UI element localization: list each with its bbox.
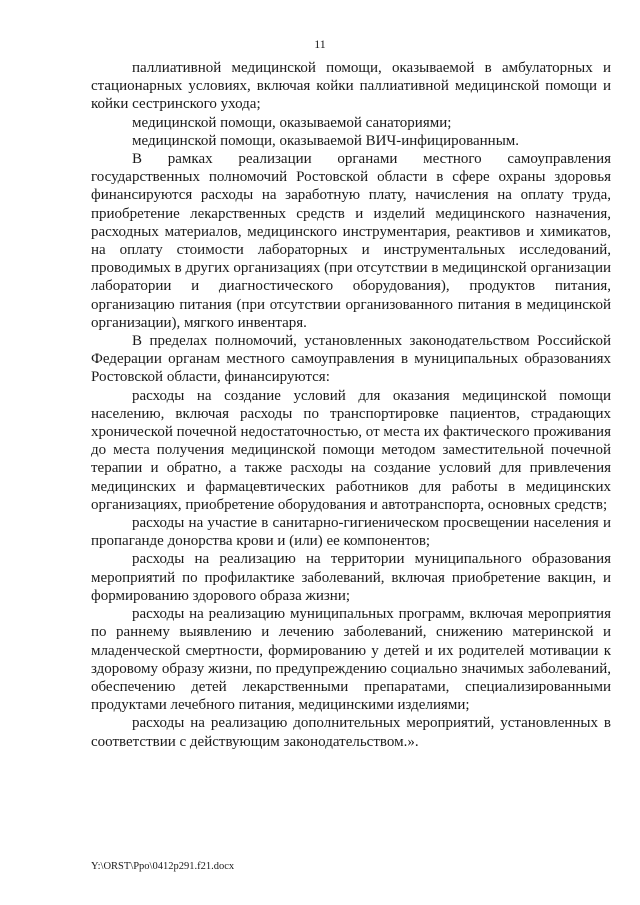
paragraph-hiv-care: медицинской помощи, оказываемой ВИЧ-инфицированным. <box>132 132 520 149</box>
page-number: 11 <box>314 37 326 51</box>
paragraph-municipal-powers-intro: В пределах полномочий, установленных законодательством Российской Федерации органам местного самоуправления в муниципальных образованиях Ростовской области, финансируются: <box>91 333 611 386</box>
file-path-footer: Y:\ORST\Ppo\0412p291.f21.docx <box>91 861 235 872</box>
paragraph-sanatorium-care: медицинской помощи, оказываемой санаториями; <box>132 114 452 131</box>
paragraph-sanitary-education: расходы на участие в санитарно-гигиеническом просвещении населения и пропаганде донорства крови и (или) ее компонентов; <box>91 515 611 550</box>
paragraph-additional-measures: расходы на реализацию дополнительных мероприятий, установленных в соответствии с действующим законодательством.». <box>91 715 611 750</box>
paragraph-municipal-programs: расходы на реализацию муниципальных программ, включая мероприятия по раннему выявлению и лечению заболеваний, снижению материнской и младенческой смертности, формированию у детей и их родителей мотивации к здоровому образу жизни, по предупреждению социально значимых заболеваний, обеспечению детей лекарственными препаратами, специализированными продуктами лечебного питания, медицинскими изделиями; <box>91 606 611 714</box>
paragraph-palliative-care: паллиативной медицинской помощи, оказываемой в амбулаторных и стационарных условиях, включая койки паллиативной медицинской помощи и койки сестринского ухода; <box>91 60 611 113</box>
document-body <box>91 59 611 751</box>
paragraph-disease-prevention: расходы на реализацию на территории муниципального образования мероприятий по профилактике заболеваний, включая приобретение вакцин, и формированию здорового образа жизни; <box>91 551 611 604</box>
paragraph-medical-care-conditions: расходы на создание условий для оказания медицинской помощи населению, включая расходы по транспортировке пациентов, страдающих хронической почечной недостаточностью, от места их фактического проживания до места получения медицинской помощи методом заместительной почечной терапии и обратно, а также расходы на создание условий для привлечения медицинских и фармацевтических работников для работы в медицинских организациях, приобретение оборудования и автотранспорта, основных средств; <box>91 387 611 513</box>
paragraph-state-powers-funding: В рамках реализации органами местного самоуправления государственных полномочий Ростовской области в сфере охраны здоровья финансируются расходы на заработную плату, начисления на оплату труда, приобретение лекарственных средств и изделий медицинского назначения, расходных материалов, медицинского инструментария, реактивов и химикатов, на оплату стоимости лабораторных и инструментальных исследований, проводимых в других организациях (при отсутствии в медицинской организации лаборатории и диагностического оборудования), продуктов питания, организацию питания (при отсутствии организованного питания в медицинской организации), мягкого инвентаря. <box>91 151 611 331</box>
